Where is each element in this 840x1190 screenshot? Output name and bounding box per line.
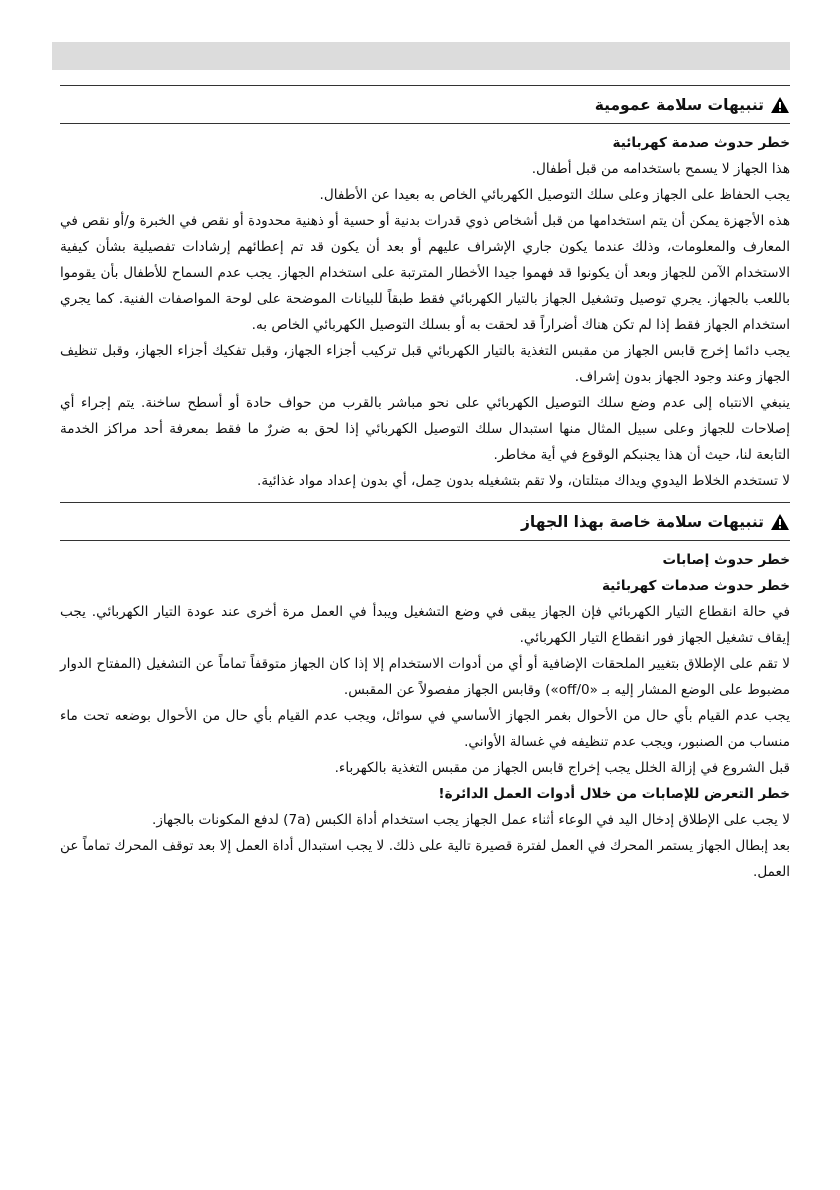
section-heading-device-safety [60,502,790,541]
section-body [60,124,790,502]
warning-triangle-icon [770,513,790,531]
manual-content [60,85,790,893]
paragraph: هذا الجهاز لا يسمح باستخدامه من قبل أطفال. [531,161,790,177]
paragraph: لا يجب على الإطلاق إدخال اليد في الوعاء أثناء عمل الجهاز يجب استخدام أداة الكبس (7a) لدفع المكونات بالجهاز. [152,812,790,828]
paragraph: لا تقم على الإطلاق بتغيير الملحقات الإضافية أو أي من أدوات الاستخدام إلا إذا كان الجهاز متوقفاً تماماً عن التشغيل (المفتاح الدوار مضبوط على الوضع المشار إليه بـ «0/off») وقابس الجهاز مفصولاً عن المقبس. [60,656,790,698]
paragraph: يجب دائما إخرج قابس الجهاز من مقبس التغذية بالتيار الكهربائي قبل تركيب أجزاء الجهاز، وقبل تفكيك أجزاء الجهاز، وقبل تنظيف الجهاز وعند وجود الجهاز بدون إشراف. [60,343,790,385]
paragraph: يجب الحفاظ على الجهاز وعلى سلك التوصيل الكهربائي الخاص به بعيدا عن الأطفال. [319,187,790,203]
paragraph: ينبغي الانتباه إلى عدم وضع سلك التوصيل الكهربائي على نحو مباشر بالقرب من حواف حادة أو أسطح ساخنة. يتم إجراء أي إصلاحات للجهاز وعلى سبيل المثال منها استبدال سلك التوصيل الكهربائي إذا لحق به ضررٌ ما فقط بمعرفة أحد مراكز الخدمة التابعة لنا، حيث أن هذا يجنبكم الوقوع في أية مخاطر. [60,395,790,463]
warning-triangle-icon [770,96,790,114]
hazard-heading: خطر التعرض للإصابات من خلال أدوات العمل الدائرة! [438,786,790,802]
paragraph: يجب عدم القيام بأي حال من الأحوال بغمر الجهاز الأساسي في سوائل، ويجب عدم القيام بأي حال من الأحوال بوضعه تحت ماء منساب من الصنبور، ويجب عدم تنظيفه في غسالة الأواني. [60,708,790,750]
paragraph: هذه الأجهزة يمكن أن يتم استخدامها من قبل أشخاص ذوي قدرات بدنية أو حسية أو ذهنية محدودة أو نقص في الخبرة و/أو نقص في المعارف والمعلومات، وذلك عندما يكون جاري الإشراف عليهم أو بعد أن يكون قد تم إعطائهم إرشادات تفصيلية بشأن كيفية الاستخدام الآمن للجهاز وبعد أن يكونوا قد فهموا جيدا الأخطار المترتبة على استخدام الجهاز. يجب عدم السماح للأطفال بأن يقوموا باللعب بالجهاز. يجري توصيل وتشغيل الجهاز بالتيار الكهربائي فقط طبقاً للبيانات الموضحة على لوحة المواصفات الفنية. كما يجري استخدام الجهاز فقط إذا لم تكن هناك أضراراً قد لحقت به أو بسلك التوصيل الكهربائي الخاص به. [60,213,790,333]
section-body [60,541,790,893]
paragraph: لا تستخدم الخلاط اليدوي ويداك مبتلتان، ولا تقم بتشغيله بدون حِمل، أي بدون إعداد مواد غذائية. [257,473,790,489]
hazard-heading: خطر حدوث صدمات كهربائية [601,578,790,594]
hazard-heading: خطر حدوث إصابات [662,552,790,568]
paragraph: بعد إبطال الجهاز يستمر المحرك في العمل لفترة قصيرة تالية على ذلك. لا يجب استبدال أداة العمل إلا بعد توقف المحرك تماماً عن العمل. [60,838,790,880]
paragraph: في حالة انقطاع التيار الكهربائي فإن الجهاز يبقى في وضع التشغيل ويبدأ في العمل مرة أخرى عند عودة التيار الكهربائي. يجب إيقاف تشغيل الجهاز فور انقطاع التيار الكهربائي. [60,604,790,646]
paragraph: قبل الشروع في إزالة الخلل يجب إخراج قابس الجهاز من مقبس التغذية بالكهرباء. [334,760,790,776]
section-title: تنبيهات سلامة خاصة بهذا الجهاز [521,512,764,531]
section-title: تنبيهات سلامة عمومية [594,95,764,114]
page-header-bar [52,42,790,70]
section-heading-general-safety [60,85,790,124]
hazard-heading: خطر حدوث صدمة كهربائية [612,135,790,151]
